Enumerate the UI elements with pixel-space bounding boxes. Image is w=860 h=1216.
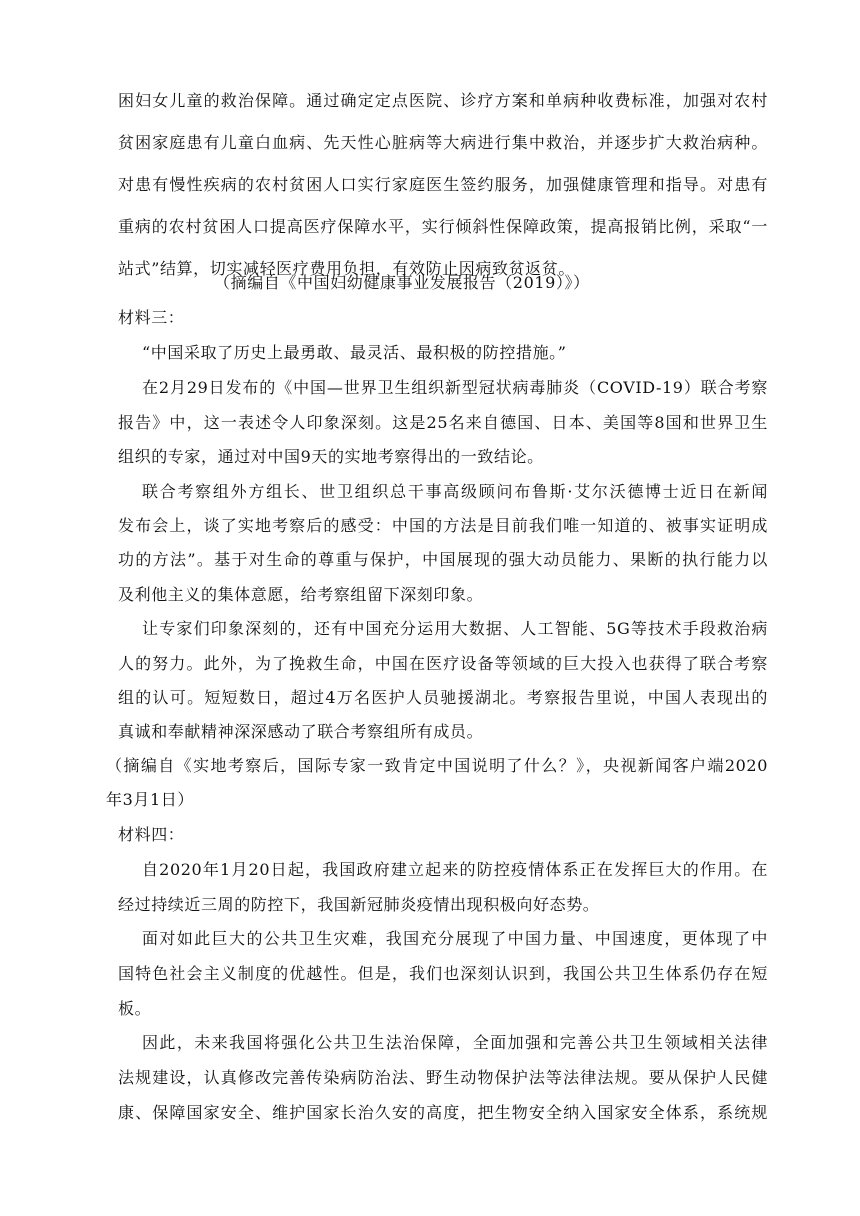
paragraph-line: 困妇女儿童的救治保障。通过确定定点医院、诊疗方案和单病种收费标准，加强对农村 <box>118 91 768 110</box>
source-citation: 年3月1日） <box>106 790 194 809</box>
paragraph-line: 真诚和奉献精神深深感动了联合考察组所有成员。 <box>118 722 484 741</box>
paragraph-line: 发布会上，谈了实地考察后的感受：中国的方法是目前我们唯一知道的、被事实证明成 <box>118 516 768 535</box>
paragraph-line: 对患有慢性疾病的农村贫困人口实行家庭医生签约服务，加强健康管理和指导。对患有 <box>118 175 768 194</box>
paragraph-line: 联合考察组外方组长、世卫组织总干事高级顾问布鲁斯·艾尔沃德博士近日在新闻 <box>142 482 768 501</box>
paragraph-line: 站式”结算，切实减轻医疗费用负担，有效防止因病致贫返贫。 <box>118 259 575 278</box>
paragraph-line: 贫困家庭患有儿童白血病、先天性心脏病等大病进行集中救治，并逐步扩大救治病种。 <box>118 133 768 152</box>
paragraph-line: 及利他主义的集体意愿，给考察组留下深刻印象。 <box>118 585 484 604</box>
paragraph-line: 板。 <box>118 999 152 1018</box>
paragraph-line: 康、保障国家安全、维护国家长治久安的高度，把生物安全纳入国家安全体系，系统规 <box>118 1103 768 1122</box>
paragraph-line: 报告》中，这一表述令人印象深刻。这是25名来自德国、日本、美国等8国和世界卫生 <box>118 413 768 432</box>
paragraph-line: 经过持续近三周的防控下，我国新冠肺炎疫情出现积极向好态势。 <box>118 895 600 914</box>
paragraph-line: 自2020年1月20日起，我国政府建立起来的防控疫情体系正在发挥巨大的作用。在 <box>142 860 768 879</box>
paragraph-line: 让专家们印象深刻的，还有中国充分运用大数据、人工智能、5G等技术手段救治病 <box>142 619 768 638</box>
source-citation: （摘编自《中国妇幼健康事业发展报告（2019）》） <box>214 273 590 292</box>
paragraph-line: 人的努力。此外，为了挽救生命，中国在医疗设备等领域的巨大投入也获得了联合考察 <box>118 654 768 673</box>
paragraph-line: 国特色社会主义制度的优越性。但是，我们也深刻认识到，我国公共卫生体系仍存在短 <box>118 964 768 983</box>
paragraph-line: 法规建设，认真修改完善传染病防治法、野生动物保护法等法律法规。要从保护人民健 <box>118 1068 768 1087</box>
section-label-material-3: 材料三： <box>118 308 185 327</box>
paragraph-line: 组织的专家，通过对中国9天的实地考察得出的一致结论。 <box>118 447 544 466</box>
paragraph-line: 功的方法”。基于对生命的尊重与保护，中国展现的强大动员能力、果断的执行能力以 <box>118 550 768 569</box>
section-label-material-4: 材料四： <box>118 825 185 844</box>
paragraph-line: 因此，未来我国将强化公共卫生法治保障，全面加强和完善公共卫生领域相关法律 <box>142 1033 768 1052</box>
quote-line: “中国采取了历史上最勇敢、最灵活、最积极的防控措施。” <box>142 343 567 362</box>
paragraph-line: 在2月29日发布的《中国—世界卫生组织新型冠状病毒肺炎（COVID-19）联合考察 <box>142 378 768 397</box>
paragraph-line: 重病的农村贫困人口提高医疗保障水平，实行倾斜性保障政策，提高报销比例，采取“一 <box>118 217 768 236</box>
source-citation: （摘编自《实地考察后，国际专家一致肯定中国说明了什么？》，央视新闻客户端2020 <box>106 756 768 775</box>
paragraph-line: 面对如此巨大的公共卫生灾难，我国充分展现了中国力量、中国速度，更体现了中 <box>142 929 768 948</box>
paragraph-line: 组的认可。短短数日，超过4万名医护人员驰援湖北。考察报告里说，中国人表现出的 <box>118 688 768 707</box>
